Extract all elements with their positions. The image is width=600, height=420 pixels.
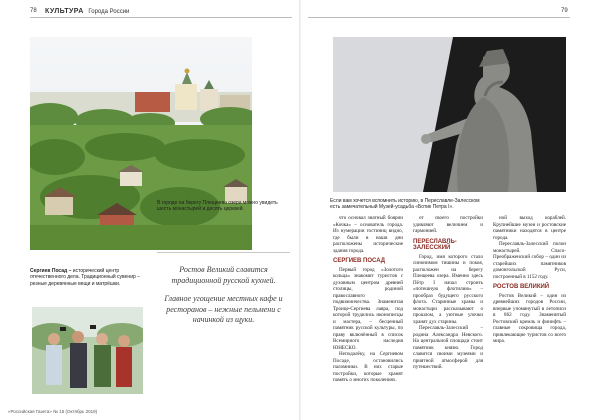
col3-para1: ной выход кораблей. Крупнейшие музеи и ростовские памятники находятся в центре города. [493,215,566,241]
page-footer: «Российская Газета» № 15 (Октябрь 2019) [8,409,98,414]
col1-para1: Первый город «Золотого кольца» знакомит туристов с духовным центром древней столицы, родиной православного подвижничества. Знаменитая Троице-Сергиева лавра, под которой трудились иконописцы и мастера, – бесценный памятник русской культуры, по праву включённый в список Всемирного наследия ЮНЕСКО. [333,266,403,351]
heading-rostov: РОСТОВ ВЕЛИКИЙ [493,284,550,290]
pull-quote [157,265,290,334]
header-rule-left [30,17,292,18]
col3-para2: Переславль-Залесский полон монастырей. Спасо-Преображенский собор – один из старейших памятников домонгольской Руси, построенный в 1152 году. [493,241,566,280]
town-photo-caption: В городе на берегу Плещеева озера можно увидеть шесть монастырей и десять церквей. [157,200,278,213]
caption-bold: Сергиев Посад – [30,268,73,274]
town-photo [30,37,252,250]
running-head-left [45,8,129,15]
page-gutter [299,0,301,420]
statue-photo-caption: Если вам хочется вспомнить историю, в Переславле-Залесском есть замечательный Музей-усадьба «Ботик Петра I». [330,198,480,211]
header-rule-right [308,17,570,18]
tourists-photo [32,307,143,394]
people-photo-caption [30,268,148,287]
caption-text: исторический центр отечественного дела. Традиционный сувенир – резные деревянные вещи и матрёшки. [30,268,140,287]
col1-intro: что основал знатный боярин «Кочка» – основатель города. Из нумерации гостиниц видно, где были в наши дни расположены исторические здания города. [333,215,403,254]
heading-sergiev-posad: СЕРГИЕВ ПОСАД [333,258,386,264]
section-title: КУЛЬТУРА [45,8,84,15]
right-page-number: 79 [561,8,568,14]
col1-para2: Неподалёку, на Сергиевом Посаде, остановились паломники. В них старые постройки, которые хранят память о многих поколениях. [333,351,403,383]
pull-quote-p1: Ростов Великий славится традиционной русской кухней. [171,265,276,285]
col2-para1: от своего постройки удивляют величием и гармонией. [413,215,483,234]
col3-para3: Ростов Великий – один из древнейших городов России, впервые упомянутый в летописи в 862 году. Знаменитый Ростовский кремль и финифть – главные сокровища города, привлекающие туристов со всего мира. [493,292,566,344]
text-column-2 [413,215,483,371]
col2-para3: Переславль-Залесский – родина Александра Невского. На центральной площади стоит памятник князю. Город славится своими музеями и приятной атмосферой для путешествий. [413,325,483,370]
quote-rule [157,252,290,253]
statue-photo [333,37,566,192]
pull-quote-p2: Главное угощение местных кафе и ресторанов – нежные пельмени с начинкой из щуки. [164,294,283,324]
heading-pereslavl: ПЕРЕСЛАВЛЬ-ЗАЛЕССКИЙ [413,238,457,251]
left-page-number: 78 [30,8,37,14]
col2-para2: Город, имя которого стало синонимом тишины и покоя, расположен на берегу Плещеева озера. Именно здесь Пётр I начал строить «потешную флотилию» – прообраз будущего русского флота. Старинные храмы и монастыри рассказывают о прошлом, а уютные улочки хранят дух старины. [413,253,483,325]
subsection-title: Города России [88,9,130,15]
text-column-3 [493,215,566,345]
text-column-1 [333,215,403,384]
